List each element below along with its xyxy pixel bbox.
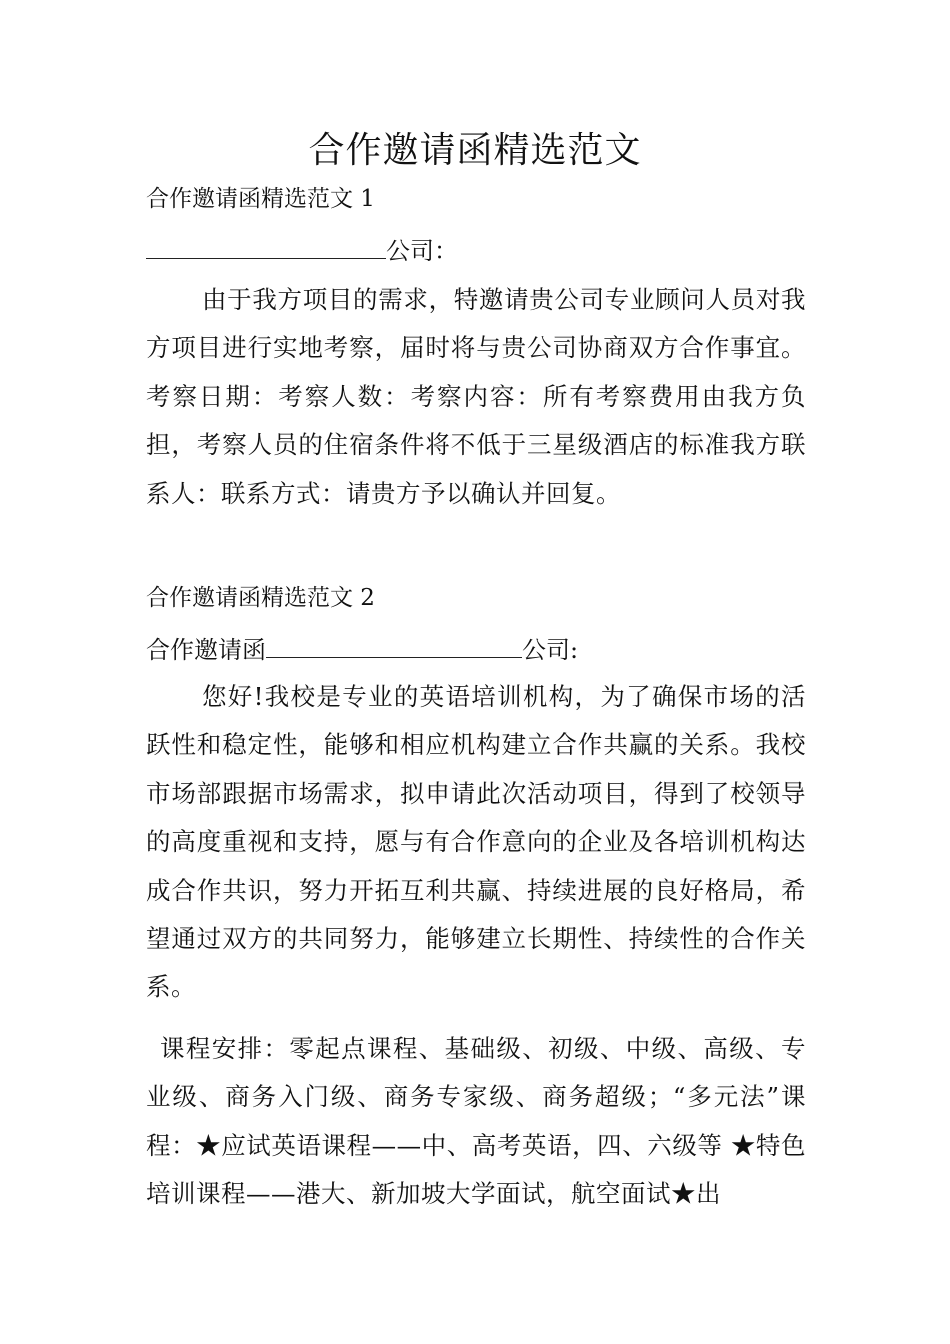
- section2-company-prefix: 合作邀请函: [146, 636, 266, 664]
- company-name-blank: [266, 633, 522, 658]
- section1-heading: 合作邀请函精选范文 1: [146, 186, 375, 212]
- section1-company-line: [146, 234, 458, 266]
- section2-heading: 合作邀请函精选范文 2: [146, 585, 375, 611]
- section1-body: 由于我方项目的需求，特邀请贵公司专业顾问人员对我方项目进行实地考察，届时将与贵公司协商双方合作事宜。考察日期：考察人数：考察内容：所有考察费用由我方负担，考察人员的住宿条件将不低于三星级酒店的标准我方联系人：联系方式：请贵方予以确认并回复。: [146, 285, 806, 508]
- section2-company-line: [146, 633, 578, 665]
- section2-company-suffix: 公司:: [522, 636, 579, 664]
- section2-courses: 课程安排：零起点课程、基础级、初级、中级、高级、专业级、商务入门级、商务专家级、商务超级；“多元法”课程：★应试英语课程——中、高考英语，四、六级等 ★特色培训课程——港大、新加坡大学面试，航空面试★出: [146, 1034, 806, 1209]
- document-title: 合作邀请函精选范文: [308, 130, 642, 171]
- section1-company-suffix: 公司：: [386, 237, 458, 265]
- section2-body: 您好!我校是专业的英语培训机构，为了确保市场的活跃性和稳定性，能够和相应机构建立合作共赢的关系。我校市场部跟据市场需求，拟申请此次活动项目，得到了校领导的高度重视和支持，愿与有合作意向的企业及各培训机构达成合作共识，努力开拓互利共赢、持续进展的良好格局，希望通过双方的共同努力，能够建立长期性、持续性的合作关系。: [146, 682, 806, 1002]
- company-name-blank: [146, 234, 386, 259]
